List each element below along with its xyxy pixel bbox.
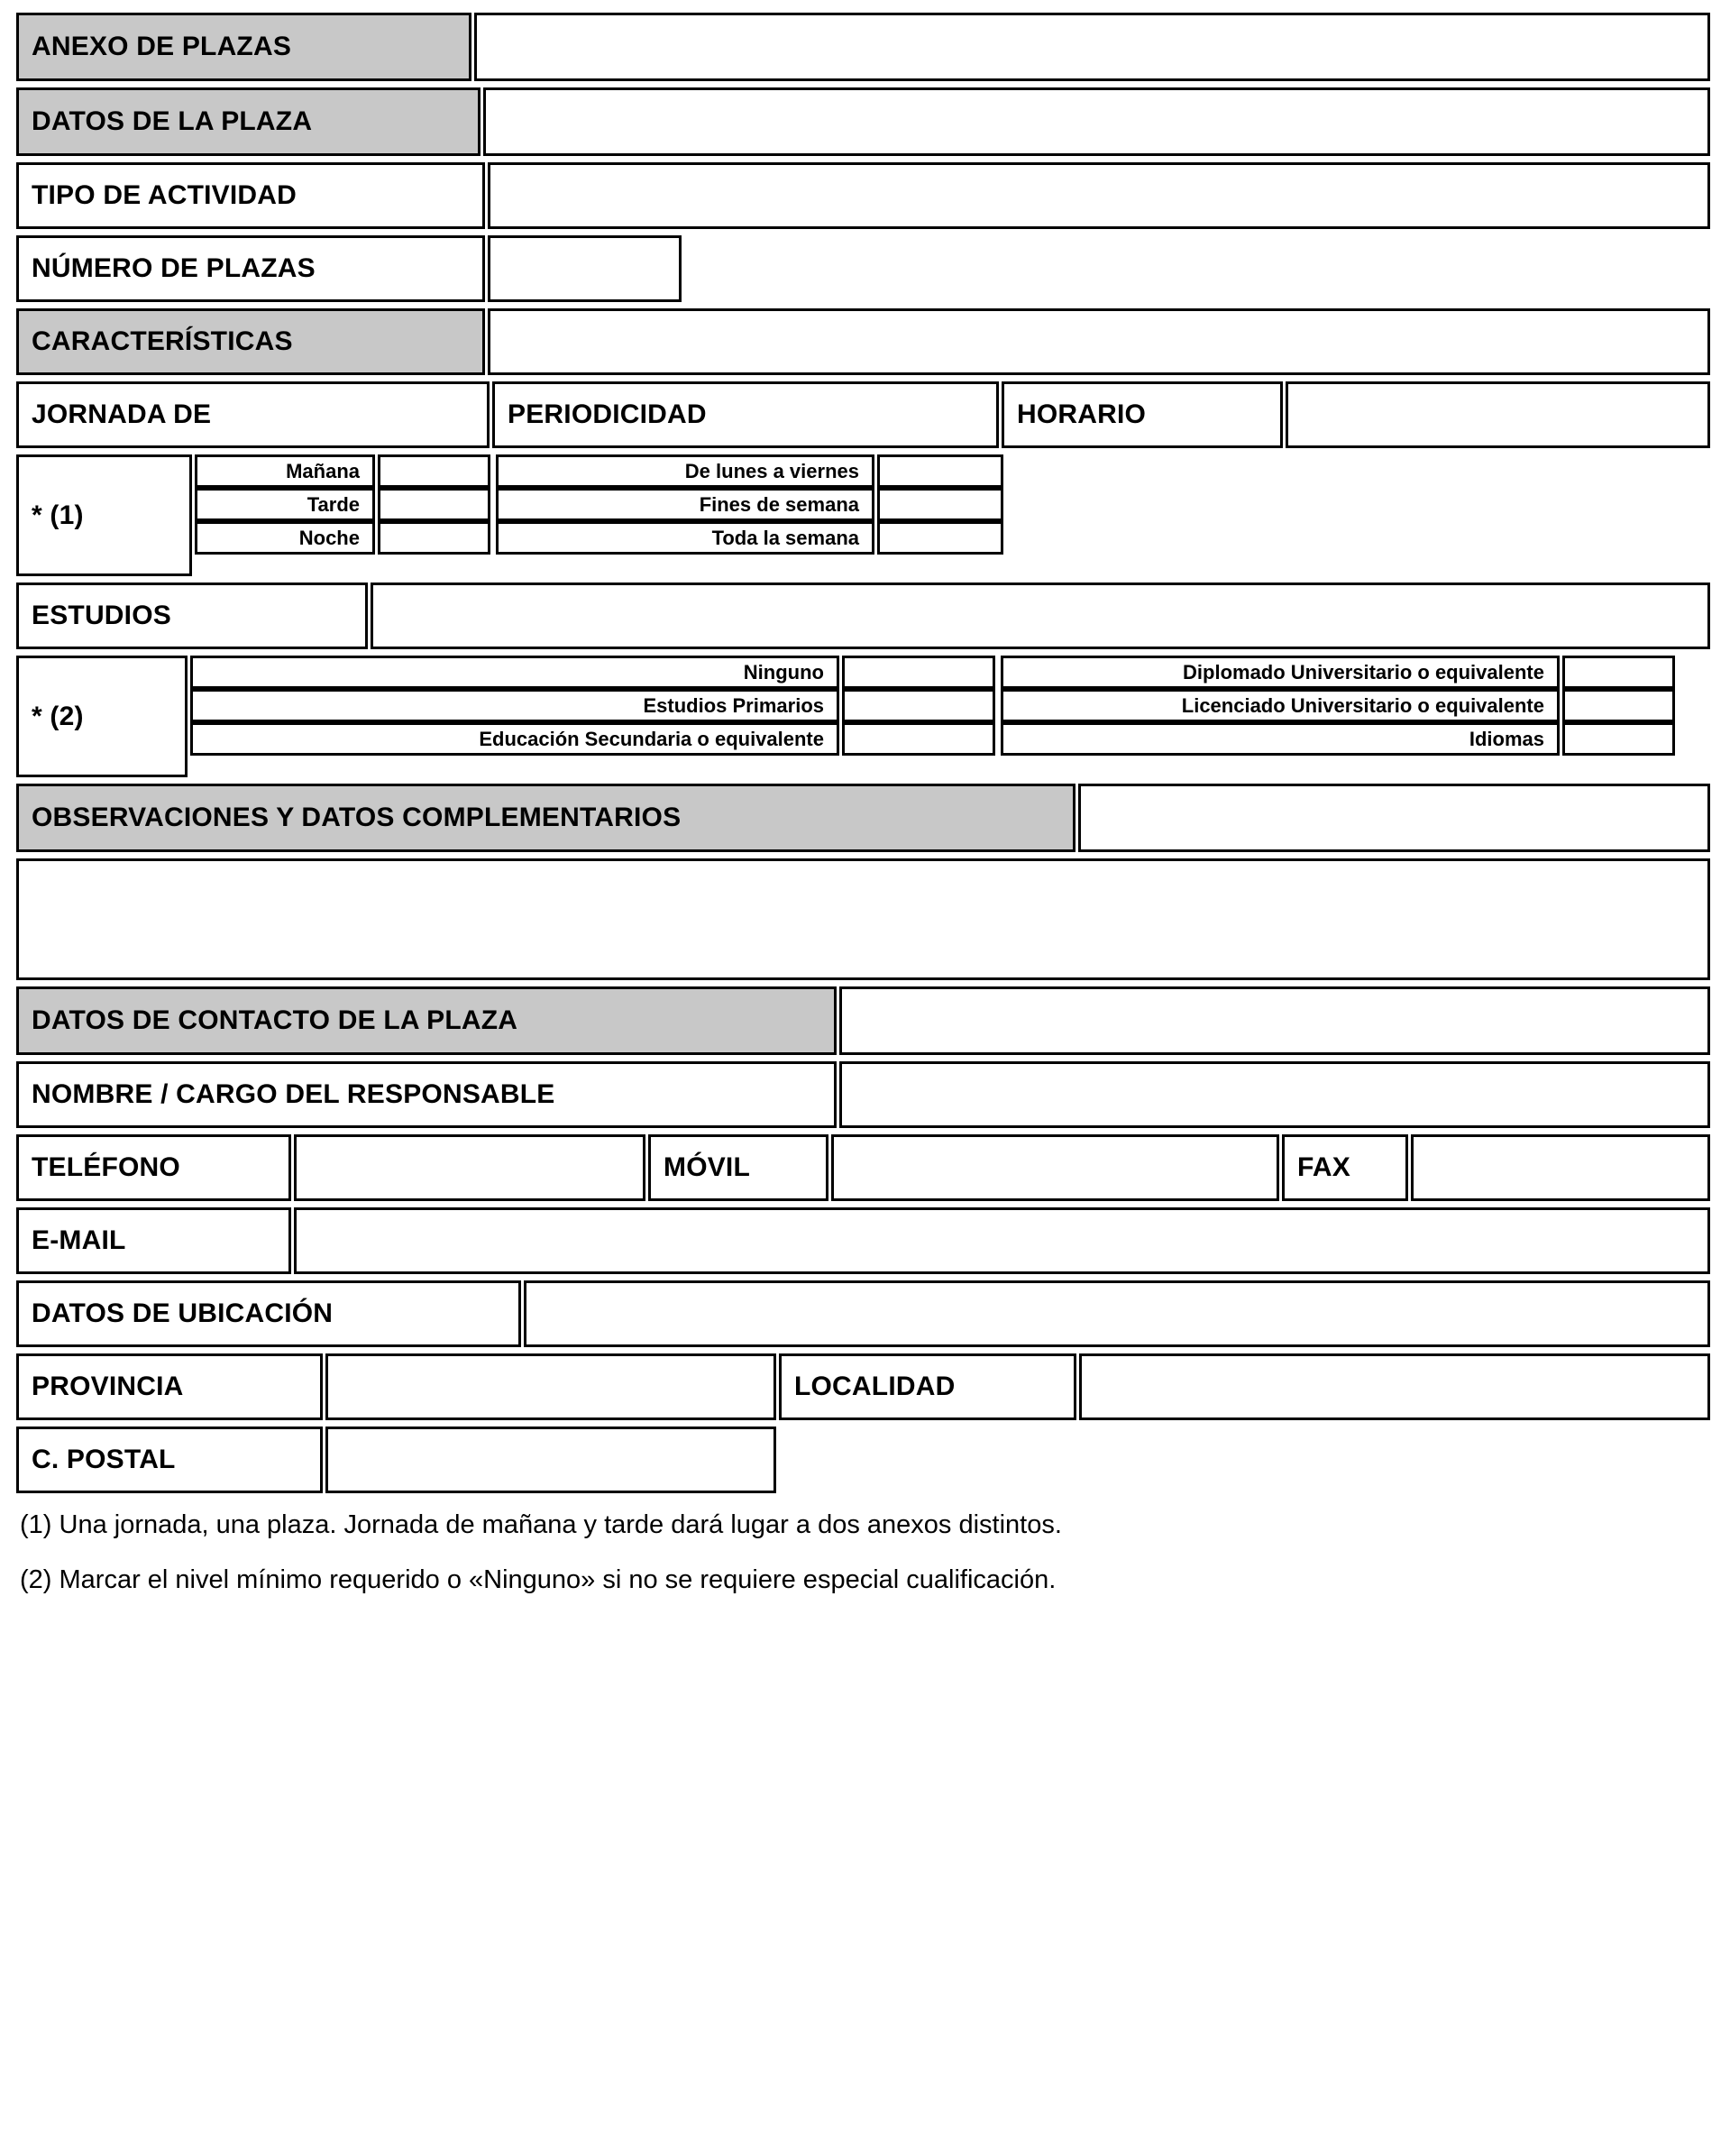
label-option-manana: Mañana (195, 454, 375, 488)
label-datos-de-la-plaza: DATOS DE LA PLAZA (16, 87, 481, 156)
checkbox-option-educacion-secundaria[interactable] (842, 722, 995, 756)
label-provincia: PROVINCIA (16, 1353, 323, 1420)
label-jornada-de: JORNADA DE (16, 381, 490, 448)
label-option-idiomas: Idiomas (1001, 722, 1560, 756)
field-datos-de-contacto[interactable] (839, 986, 1710, 1055)
field-telefono[interactable] (294, 1134, 645, 1201)
field-movil[interactable] (831, 1134, 1279, 1201)
row-email (16, 1207, 1710, 1274)
field-datos-de-la-plaza[interactable] (483, 87, 1710, 156)
option-row-diplomado (1001, 656, 1675, 689)
label-responsable: NOMBRE / CARGO DEL RESPONSABLE (16, 1061, 837, 1128)
field-tipo-de-actividad[interactable] (488, 162, 1710, 229)
group-estudios-options-right (1001, 656, 1675, 777)
label-telefono: TELÉFONO (16, 1134, 291, 1201)
option-row-estudios-primarios (190, 689, 995, 722)
group-jornada-options (195, 454, 490, 576)
footnote-1: (1) Una jornada, una plaza. Jornada de mañana y tarde dará lugar a dos anexos distintos. (20, 1510, 1062, 1539)
row-codigo-postal (16, 1427, 1710, 1493)
option-row-noche (195, 521, 490, 555)
field-provincia[interactable] (325, 1353, 776, 1420)
field-horario[interactable] (1286, 381, 1710, 448)
option-row-ninguno (190, 656, 995, 689)
label-fax: FAX (1282, 1134, 1408, 1201)
group-estudios-options-left (190, 656, 995, 777)
field-numero-de-plazas[interactable] (488, 235, 682, 302)
row-anexo-de-plazas (16, 13, 1710, 81)
field-codigo-postal[interactable] (325, 1427, 776, 1493)
row-datos-de-contacto (16, 986, 1710, 1055)
row-tipo-de-actividad (16, 162, 1710, 229)
field-caracteristicas[interactable] (488, 308, 1710, 375)
label-option-licenciado-universitario: Licenciado Universitario o equivalente (1001, 689, 1560, 722)
field-fax[interactable] (1411, 1134, 1710, 1201)
label-option-noche: Noche (195, 521, 375, 555)
label-tipo-de-actividad: TIPO DE ACTIVIDAD (16, 162, 485, 229)
label-observaciones: OBSERVACIONES Y DATOS COMPLEMENTARIOS (16, 784, 1076, 852)
row-telefono-movil-fax (16, 1134, 1710, 1201)
row-datos-de-la-plaza (16, 87, 1710, 156)
option-row-toda-la-semana (496, 521, 1003, 555)
label-datos-de-contacto: DATOS DE CONTACTO DE LA PLAZA (16, 986, 837, 1055)
option-row-educacion-secundaria (190, 722, 995, 756)
label-codigo-postal: C. POSTAL (16, 1427, 323, 1493)
label-option-toda-la-semana: Toda la semana (496, 521, 874, 555)
label-option-estudios-primarios: Estudios Primarios (190, 689, 839, 722)
row-caracteristicas (16, 308, 1710, 375)
group-periodicidad-options (496, 454, 1003, 576)
label-movil: MÓVIL (648, 1134, 828, 1201)
label-numero-de-plazas: NÚMERO DE PLAZAS (16, 235, 485, 302)
label-option-diplomado-universitario: Diplomado Universitario o equivalente (1001, 656, 1560, 689)
checkbox-option-estudios-primarios[interactable] (842, 689, 995, 722)
field-observaciones[interactable] (16, 858, 1710, 980)
checkbox-option-de-lunes-a-viernes[interactable] (877, 454, 1003, 488)
row-datos-de-ubicacion (16, 1280, 1710, 1347)
row-estudios (16, 583, 1710, 649)
row-observaciones (16, 784, 1710, 852)
checkbox-option-fines-de-semana[interactable] (877, 488, 1003, 521)
label-option-educacion-secundaria: Educación Secundaria o equivalente (190, 722, 839, 756)
row-provincia-localidad (16, 1353, 1710, 1420)
label-datos-de-ubicacion: DATOS DE UBICACIÓN (16, 1280, 521, 1347)
row-estudios-options (16, 656, 1710, 777)
row-numero-de-plazas (16, 235, 1710, 302)
label-estudios: ESTUDIOS (16, 583, 368, 649)
label-caracteristicas: CARACTERÍSTICAS (16, 308, 485, 375)
label-option-fines-de-semana: Fines de semana (496, 488, 874, 521)
footnote-2: (2) Marcar el nivel mínimo requerido o «Ninguno» si no se requiere especial cualificación. (20, 1565, 1057, 1595)
field-responsable[interactable] (839, 1061, 1710, 1128)
label-email: E-MAIL (16, 1207, 291, 1274)
option-row-tarde (195, 488, 490, 521)
label-option-ninguno: Ninguno (190, 656, 839, 689)
checkbox-option-diplomado-universitario[interactable] (1562, 656, 1675, 689)
checkbox-option-toda-la-semana[interactable] (877, 521, 1003, 555)
field-anexo-de-plazas[interactable] (474, 13, 1710, 81)
checkbox-option-ninguno[interactable] (842, 656, 995, 689)
row-responsable (16, 1061, 1710, 1128)
option-row-idiomas (1001, 722, 1675, 756)
checkbox-option-tarde[interactable] (378, 488, 490, 521)
label-localidad: LOCALIDAD (779, 1353, 1076, 1420)
row-jornada-periodicidad-horario (16, 381, 1710, 448)
row-observaciones-textarea (16, 858, 1710, 980)
label-option-tarde: Tarde (195, 488, 375, 521)
field-email[interactable] (294, 1207, 1710, 1274)
field-datos-de-ubicacion[interactable] (524, 1280, 1710, 1347)
row-jornada-periodicidad-options (16, 454, 1710, 576)
label-periodicidad: PERIODICIDAD (492, 381, 999, 448)
checkbox-option-idiomas[interactable] (1562, 722, 1675, 756)
label-option-de-lunes-a-viernes: De lunes a viernes (496, 454, 874, 488)
option-row-lunes-viernes (496, 454, 1003, 488)
label-horario: HORARIO (1002, 381, 1283, 448)
field-observaciones-header[interactable] (1078, 784, 1710, 852)
field-estudios[interactable] (371, 583, 1710, 649)
footnote-marker-1: * (1) (16, 454, 192, 576)
checkbox-option-noche[interactable] (378, 521, 490, 555)
footnote-marker-2: * (2) (16, 656, 188, 777)
checkbox-option-manana[interactable] (378, 454, 490, 488)
option-row-fines-de-semana (496, 488, 1003, 521)
field-localidad[interactable] (1079, 1353, 1710, 1420)
label-anexo-de-plazas: ANEXO DE PLAZAS (16, 13, 471, 81)
option-row-licenciado (1001, 689, 1675, 722)
checkbox-option-licenciado-universitario[interactable] (1562, 689, 1675, 722)
option-row-manana (195, 454, 490, 488)
